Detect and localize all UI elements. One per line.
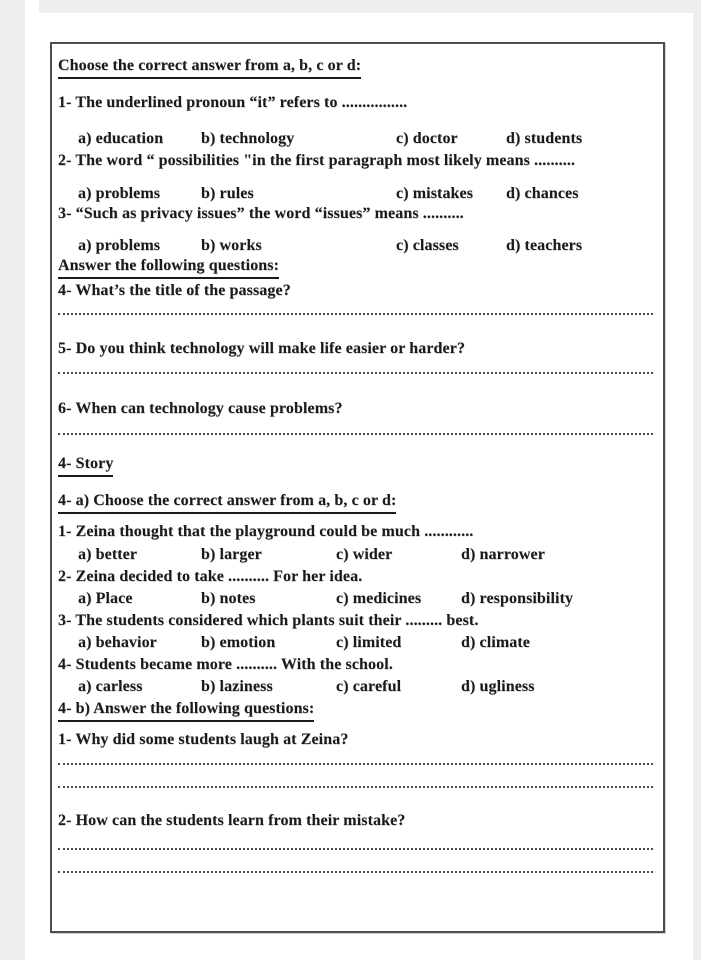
options-row-3	[58, 236, 655, 256]
option-d: d) ugliness	[461, 678, 535, 695]
option-a: a) better	[78, 546, 138, 563]
option-a: a) carless	[78, 678, 143, 695]
story-mcq-question-2: 2- Zeina decided to take .......... For her idea.	[58, 568, 363, 585]
worksheet-page	[25, 13, 693, 960]
options-row-2	[58, 184, 655, 204]
story-mcq-heading	[58, 491, 655, 514]
option-d: d) teachers	[506, 237, 583, 254]
worksheet-frame	[50, 42, 665, 933]
story-heading	[58, 454, 655, 477]
reading-mcq-heading-text: Choose the correct answer from a, b, c or d:	[58, 56, 361, 79]
option-a: a) behavior	[78, 634, 157, 651]
mcq-question-1: 1- The underlined pronoun “it” refers to ................	[58, 94, 408, 111]
answer-line	[58, 419, 653, 435]
option-b: b) larger	[201, 546, 262, 563]
scan-edge-artifact	[25, 0, 39, 13]
answer-line	[58, 301, 653, 315]
answer-line	[58, 750, 653, 765]
reading-open-heading	[58, 256, 655, 279]
option-c: c) mistakes	[396, 185, 474, 202]
story-options-row-1	[58, 545, 655, 565]
story-options-row-2	[58, 589, 655, 609]
option-d: d) climate	[461, 634, 530, 651]
story-open-heading	[58, 699, 655, 722]
option-c: c) medicines	[336, 590, 422, 607]
option-c: c) doctor	[396, 130, 458, 147]
option-c: c) careful	[336, 678, 402, 695]
option-a: a) problems	[78, 237, 161, 254]
open-question-4: 4- What’s the title of the passage?	[58, 282, 291, 299]
option-c: c) classes	[396, 237, 459, 254]
story-mcq-question-1: 1- Zeina thought that the playground could be much ............	[58, 523, 474, 540]
mcq-question-2: 2- The word “ possibilities "in the first paragraph most likely means ..........	[58, 152, 576, 169]
story-options-row-3	[58, 633, 655, 653]
option-b: b) rules	[201, 185, 254, 202]
option-c: c) wider	[336, 546, 393, 563]
story-open-heading-text: 4- b) Answer the following questions:	[58, 699, 314, 722]
option-a: a) problems	[78, 185, 161, 202]
story-options-row-4	[58, 677, 655, 697]
story-mcq-heading-text: 4- a) Choose the correct answer from a, b, c or d:	[58, 491, 396, 514]
option-d: d) chances	[506, 185, 579, 202]
option-d: d) responsibility	[461, 590, 574, 607]
answer-line	[58, 765, 653, 788]
option-b: b) laziness	[201, 678, 273, 695]
story-open-question-1: 1- Why did some students laugh at Zeina?	[58, 731, 349, 748]
option-a: a) Place	[78, 590, 133, 607]
option-c: c) limited	[336, 634, 402, 651]
story-open-question-2: 2- How can the students learn from their mistake?	[58, 812, 406, 829]
open-question-6: 6- When can technology cause problems?	[58, 400, 343, 417]
mcq-question-3: 3- “Such as privacy issues” the word “issues” means ..........	[58, 205, 464, 222]
options-row-1	[58, 129, 655, 149]
option-b: b) emotion	[201, 634, 276, 651]
answer-line	[58, 831, 653, 850]
option-d: d) narrower	[461, 546, 545, 563]
option-d: d) students	[506, 130, 583, 147]
story-mcq-question-3: 3- The students considered which plants suit their ......... best.	[58, 612, 479, 629]
option-a: a) education	[78, 130, 164, 147]
reading-open-heading-text: Answer the following questions:	[58, 256, 279, 279]
answer-line	[58, 359, 653, 374]
option-b: b) works	[201, 237, 262, 254]
story-mcq-question-4: 4- Students became more .......... With the school.	[58, 656, 393, 673]
option-b: b) technology	[201, 130, 295, 147]
reading-mcq-heading	[58, 56, 655, 79]
open-question-5: 5- Do you think technology will make life easier or harder?	[58, 340, 466, 357]
answer-line	[58, 850, 653, 873]
option-b: b) notes	[201, 590, 256, 607]
story-heading-text: 4- Story	[58, 454, 113, 477]
